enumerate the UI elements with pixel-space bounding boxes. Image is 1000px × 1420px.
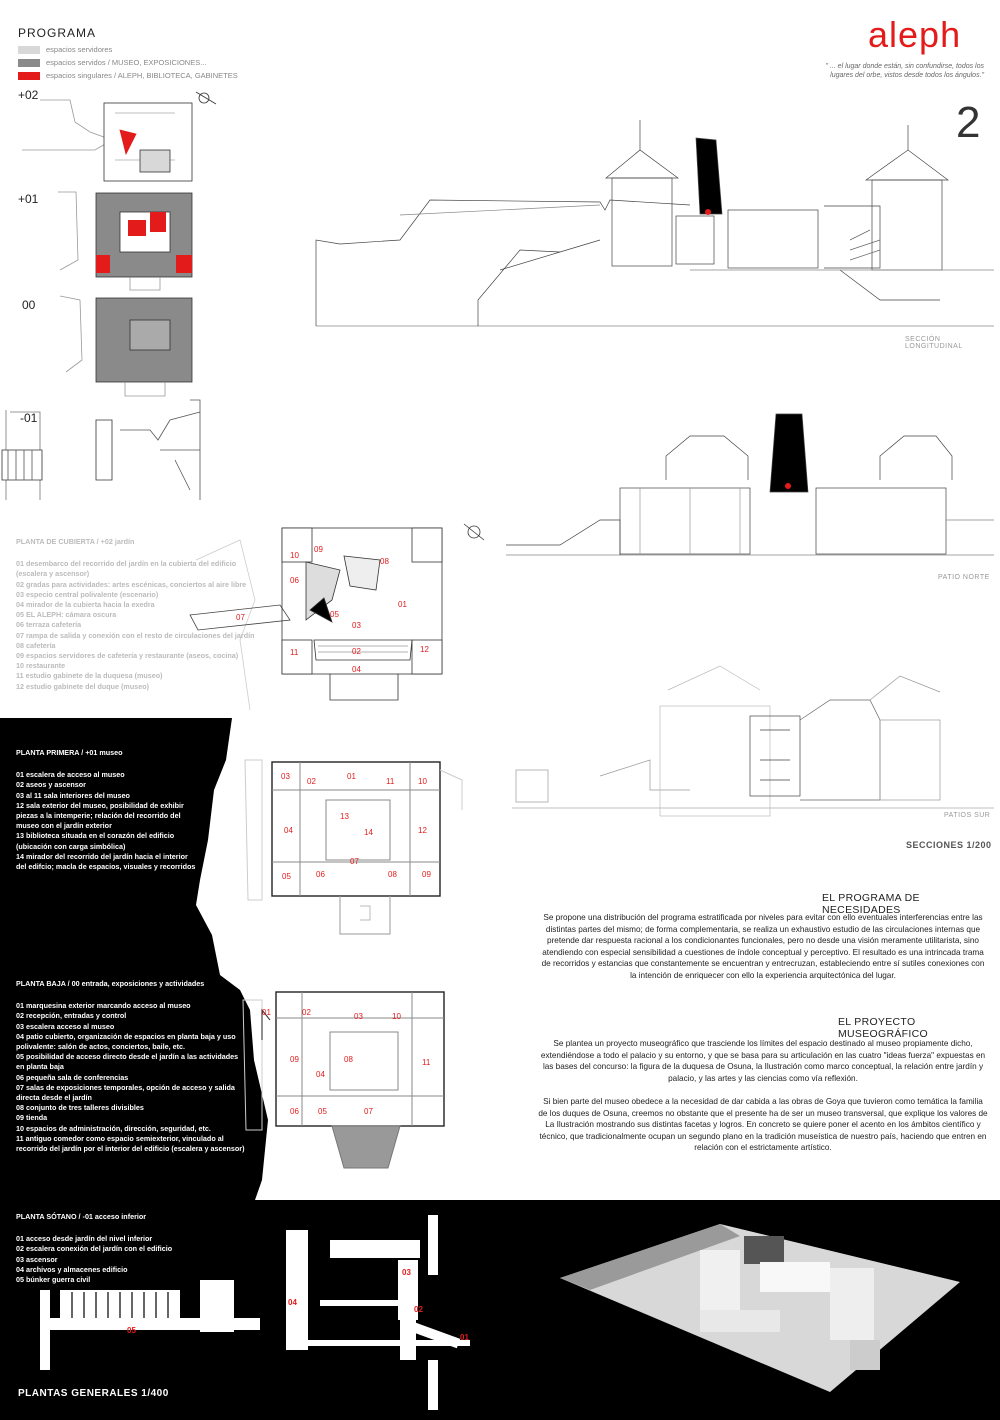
plan-number-tag: 07 <box>364 1107 373 1116</box>
secciones-scale: SECCIONES 1/200 <box>906 840 992 850</box>
legend-label-servidores: espacios servidores <box>46 45 113 54</box>
plan-number-tag: 11 <box>386 777 395 786</box>
plan-number-tag: 10 <box>418 777 427 786</box>
cubierta-item: 04 mirador de la cubierta hacia la exedra <box>16 600 155 610</box>
plan-baja <box>262 992 444 1168</box>
plan-number-tag: 02 <box>302 1008 311 1017</box>
plan-number-tag: 07 <box>350 857 359 866</box>
primera-item: 01 escalera de acceso al museo <box>16 770 125 780</box>
cubierta-item: 01 desembarco del recorrido del jardín en la cubierta del edificio (escalera y ascensor) <box>16 559 237 579</box>
plan-number-tag: 05 <box>127 1326 136 1335</box>
baja-legend <box>16 979 246 1154</box>
sotano-item: 04 archivos y almacenes edificio <box>16 1264 128 1274</box>
level-label-plus02: +02 <box>18 88 39 102</box>
primera-heading: PLANTA PRIMERA / +01 museo <box>16 748 123 757</box>
baja-item: 06 pequeña sala de conferencias <box>16 1072 129 1082</box>
baja-item: 02 recepción, entradas y control <box>16 1011 127 1021</box>
plan-number-tag: 14 <box>364 828 373 837</box>
plan-number-tag: 12 <box>420 645 429 654</box>
legend-label-servidos: espacios servidos / MUSEO, EXPOSICIONES... <box>46 58 207 67</box>
plan-number-tag: 03 <box>281 772 290 781</box>
baja-item: 10 espacios de administración, dirección, seguridad, etc. <box>16 1123 211 1133</box>
primera-item: 13 biblioteca situada en el corazón del edificio (ubicación con carga simbólica) <box>16 831 175 851</box>
plan-primera <box>272 762 462 934</box>
section-patio-norte <box>506 414 994 555</box>
plan-number-tag: 04 <box>284 826 293 835</box>
plan-number-tag: 02 <box>414 1305 423 1314</box>
plan-number-tag: 08 <box>388 870 397 879</box>
primera-item: 12 sala exterior del museo, posibilidad de exhibir piezas a la intemperie; relación del recorrido del museo con el jardín exterior <box>16 800 184 831</box>
baja-items <box>16 1001 246 1154</box>
baja-item: 09 tienda <box>16 1113 48 1123</box>
mini-plan-plus01 <box>58 192 192 290</box>
plan-number-tag: 03 <box>402 1268 411 1277</box>
legend-servidos <box>18 58 206 67</box>
plan-number-tag: 03 <box>352 621 361 630</box>
plan-number-tag: 06 <box>290 1107 299 1116</box>
primera-item: 02 aseos y ascensor <box>16 780 86 790</box>
programa-title: PROGRAMA <box>18 26 97 40</box>
legend-swatch-servidores <box>18 46 40 54</box>
section-longitudinal <box>316 120 994 326</box>
plan-number-tag: 09 <box>422 870 431 879</box>
plan-number-tag: 01 <box>460 1333 469 1342</box>
sotano-item: 05 búnker guerra civil <box>16 1275 91 1285</box>
museografico-text-1: Se plantea un proyecto museográfico que trasciende los límites del espacio destinado al museo propiamente dicho, extendiéndose a todo el palacio y su entorno, y que se basa para su articulación en las cuatro "ideas fuerza" expuestas en las bases del concurso: la figura de la duquesa de Osuna, la Ilustración como marco conceptual, la relación entre jardín y palacio, y las artes y las ciencias como vía reflexión. <box>540 1039 986 1083</box>
plan-number-tag: 01 <box>262 1008 271 1017</box>
brand-title: aleph <box>868 14 962 55</box>
necesidades-title: EL PROGRAMA DE NECESIDADES <box>822 892 920 916</box>
caption-seccion-longitudinal: SECCIÓN LONGITUDINAL <box>905 336 963 350</box>
primera-item: 14 mirador del recorrido del jardín hacia el interior del edifcio; macla de espacios, visuales y recorridos <box>16 851 196 872</box>
primera-legend <box>16 748 200 872</box>
plan-number-tag: 02 <box>352 647 361 656</box>
plan-number-tag: 05 <box>282 872 291 881</box>
sotano-heading: PLANTA SÓTANO / -01 acceso inferior <box>16 1212 147 1221</box>
baja-item: 04 patio cubierto, organización de espacios en planta baja y uso polivalente: salón de actos, conciertos, baile, etc. <box>16 1031 236 1052</box>
plan-number-tag: 08 <box>344 1055 353 1064</box>
plan-number-tag: 07 <box>236 613 245 622</box>
primera-item: 03 al 11 sala interiores del museo <box>16 790 130 800</box>
sheet-number: 2 <box>956 98 981 147</box>
cubierta-item: 03 especio central polivalente (escenario) <box>16 589 159 599</box>
cubierta-item: 12 estudio gabinete del duque (museo) <box>16 681 149 691</box>
baja-item: 05 posibilidad de acceso directo desde el jardín a las actividades en planta baja <box>16 1052 239 1072</box>
plan-number-tag: 11 <box>290 648 299 657</box>
level-label-minus01: -01 <box>20 411 38 425</box>
plan-number-tag: 04 <box>316 1070 325 1079</box>
cubierta-item: 10 restaurante <box>16 661 66 671</box>
baja-item: 07 salas de exposiciones temporales, opción de acceso y salida directa desde el jardín <box>16 1082 235 1103</box>
sotano-items <box>16 1234 236 1285</box>
cubierta-item: 02 gradas para actividades: artes escénicas, conciertos al aire libre <box>16 579 247 589</box>
sotano-item: 03 ascensor <box>16 1254 58 1264</box>
cubierta-item: 07 rampa de salida y conexión con el resto de circulaciones del jardín <box>16 630 255 640</box>
plan-number-tag: 09 <box>290 1055 299 1064</box>
mini-plan-plus02 <box>22 92 216 181</box>
plan-number-tag: 04 <box>352 665 361 674</box>
baja-item: 03 escalera acceso al museo <box>16 1021 115 1031</box>
level-label-00: 00 <box>22 298 36 312</box>
museografico-text-2: Si bien parte del museo obedece a la necesidad de dar cabida a las obras de Goya que tuvieron como temática la familia de los duques de Osuna, creemos no obstante que el presente ha de ser un museo transversal, que explique los valores de La Ilustración mostrando sus distintas facetas y logros. En concreto se quiere poner el acento en los ámbitos científico y técnico, que tradicionalmente ocupan un segundo plano en la tradición museística de nuestro país, haciendo que entren en relación con el estrictamente artístico. <box>538 1097 988 1153</box>
plan-number-tag: 04 <box>288 1298 297 1307</box>
legend-label-singulares: espacios singulares / ALEPH, BIBLIOTECA, GABINETES <box>46 71 238 80</box>
brand-quote: " ... el lugar donde están, sin confundirse, todos los lugares del orbe, vistos desde todos los ángulos." <box>825 63 984 80</box>
cubierta-item: 09 espacios servidores de cafetería y restaurante (aseos, cocina) <box>16 651 239 661</box>
plan-number-tag: 11 <box>422 1058 431 1067</box>
plan-number-tag: 01 <box>398 600 407 609</box>
plantas-scale: PLANTAS GENERALES 1/400 <box>18 1388 169 1399</box>
plan-number-tag: 08 <box>380 557 389 566</box>
legend-swatch-servidos <box>18 59 40 67</box>
plan-number-tag: 10 <box>290 551 299 560</box>
section-patios-sur <box>512 666 994 816</box>
necesidades-text: Se propone una distribución del programa estratificada por niveles para evitar con ello eventuales interferencias entre las distintas partes del mismo; de forma complementaria, se realiza un exhaustivo estudio de las circulaciones internas que pretende dar respuesta racional a los condicionantes funcionales, pero no desde una visión meramente utilitarista, sino atendiendo con especial sensibilidad a cuestiones de índole conceptual y perceptivo. El resultado es una intrincada trama de recorridos y estancias que constantemente se encuentran y entrecruzan, estableciendo entre sí sutiles conexiones con la intención de enriquecer con ello la experiencia arquitectónica del lugar. <box>541 913 985 980</box>
cubierta-items <box>16 559 262 692</box>
plan-number-tag: 01 <box>347 772 356 781</box>
cubierta-item: 05 EL ALEPH: cámara oscura <box>16 610 117 620</box>
plan-number-tag: 06 <box>290 576 299 585</box>
caption-patios-sur: PATIOS SUR <box>944 812 991 819</box>
baja-item: 11 antiguo comedor como espacio semiexterior, vinculado al recorrido del jardín por el interior del edificio (escalera y ascensor) <box>16 1133 245 1154</box>
sotano-item: 02 escalera conexión del jardín con el edificio <box>16 1244 173 1254</box>
baja-item: 01 marquesina exterior marcando acceso al museo <box>16 1001 191 1011</box>
plan-number-tag: 05 <box>318 1107 327 1116</box>
plan-number-tag: 06 <box>316 870 325 879</box>
plan-number-tag: 03 <box>354 1012 363 1021</box>
cubierta-heading: PLANTA DE CUBIERTA / +02 jardín <box>16 537 135 546</box>
cubierta-item: 11 estudio gabinete de la duquesa (museo) <box>16 671 163 681</box>
legend-swatch-singulares <box>18 72 40 80</box>
level-label-plus01: +01 <box>18 192 39 206</box>
plan-number-tag: 02 <box>307 777 316 786</box>
caption-patio-norte: PATIO NORTE <box>938 574 990 581</box>
sotano-legend <box>16 1212 236 1285</box>
legend-servidores <box>18 45 112 54</box>
cubierta-item: 06 terraza cafetería <box>16 620 82 630</box>
legend-singulares <box>18 71 238 80</box>
cubierta-item: 08 cafetería <box>16 640 56 650</box>
plan-number-tag: 09 <box>314 545 323 554</box>
cubierta-legend <box>16 537 262 692</box>
plan-number-tag: 10 <box>392 1012 401 1021</box>
baja-heading: PLANTA BAJA / 00 entrada, exposiciones y actividades <box>16 979 205 988</box>
plan-number-tag: 13 <box>340 812 349 821</box>
primera-items <box>16 770 200 872</box>
plan-number-tag: 05 <box>330 610 339 619</box>
museografico-title: EL PROYECTO MUSEOGRÁFICO <box>838 1016 928 1040</box>
mini-plan-00 <box>60 296 192 396</box>
plan-number-tag: 12 <box>418 826 427 835</box>
sotano-item: 01 acceso desde jardín del nivel inferior <box>16 1234 153 1244</box>
baja-item: 08 conjunto de tres talleres divisibles <box>16 1103 144 1113</box>
